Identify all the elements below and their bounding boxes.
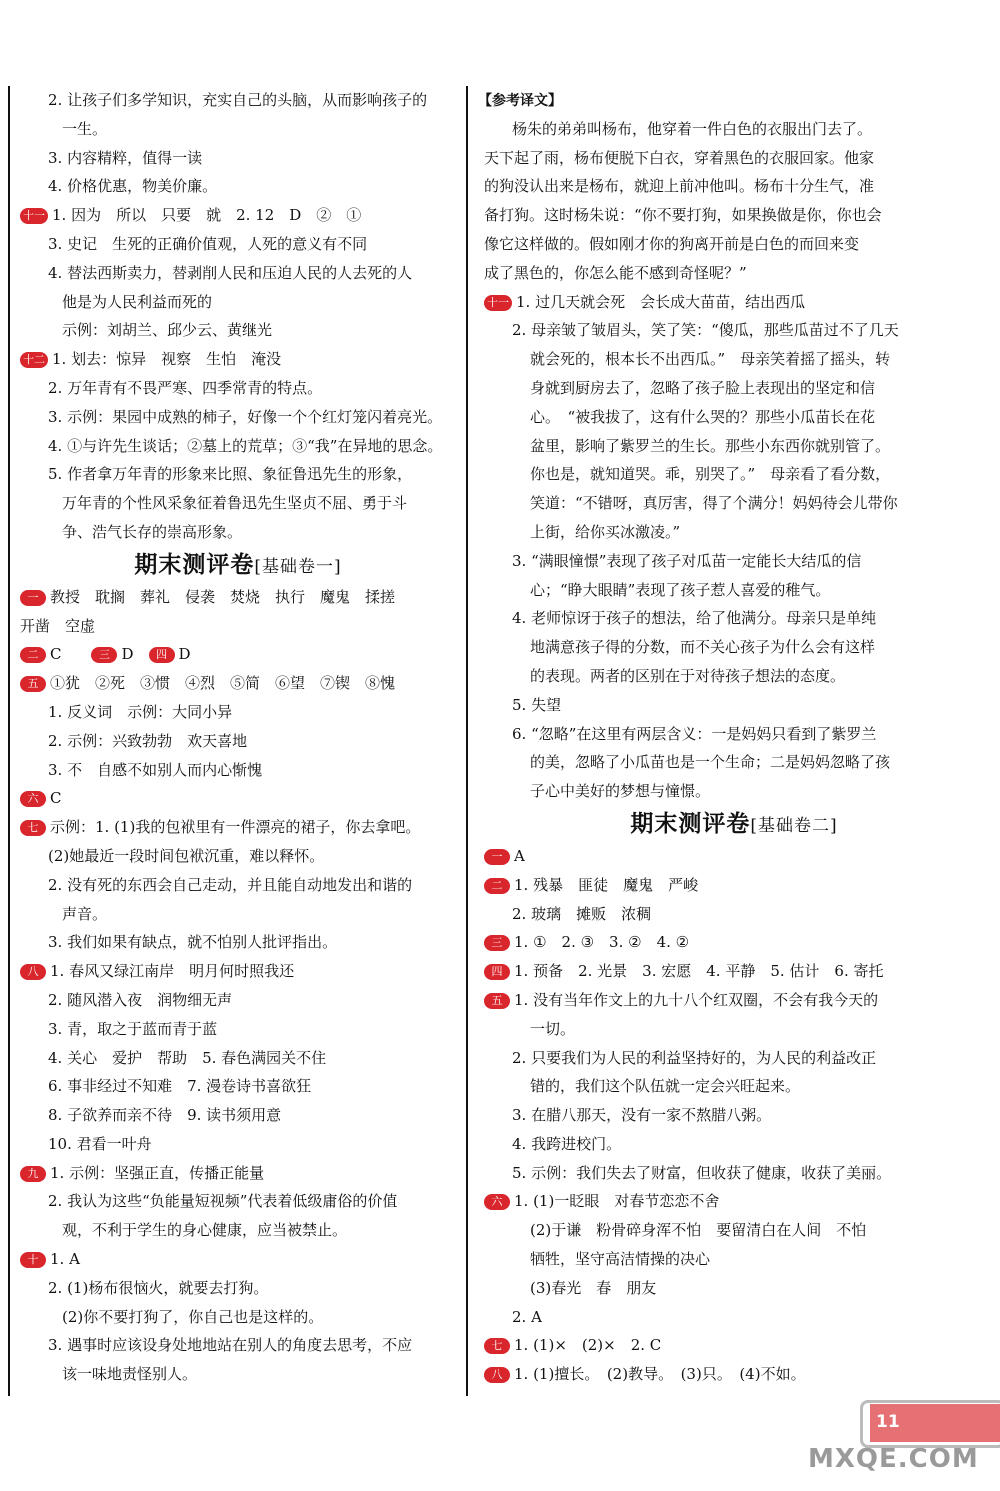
answer-line: [14, 612, 462, 641]
answer-line: [478, 259, 990, 288]
answer-text: 10. 君看一叶舟: [48, 1134, 152, 1153]
answer-text: 笑道：“不错呀，真厉害，得了个满分！妈妈待会儿带你: [530, 494, 898, 513]
answer-line: [478, 316, 990, 345]
answer-text: 5. 作者拿万年青的形象来比照、象征鲁迅先生的形象，: [48, 465, 413, 484]
section-title-text: 期末测评卷: [630, 809, 751, 837]
answer-text: 地满意孩子得的分数，而不关心孩子为什么会有这样: [530, 638, 876, 657]
answer-text: 1. 残暴 匪徒 魔鬼 严峻: [514, 875, 699, 894]
answer-line: [478, 900, 990, 929]
answer-line: [14, 669, 462, 698]
answer-text: 错的，我们这个队伍就一定会兴旺起来。: [530, 1077, 801, 1096]
answer-line: [14, 345, 462, 374]
question-number-badge: 九: [20, 1166, 46, 1182]
answer-text: 的美，忽略了小瓜苗也是一个生命；二是妈妈忽略了孩: [530, 753, 891, 772]
answer-line: [478, 201, 990, 230]
answer-line: [14, 871, 462, 900]
answer-text: 1. 春风又绿江南岸 明月何时照我还: [50, 962, 295, 981]
answer-text: (2)你不要打狗了，你自己也是这样的。: [62, 1307, 324, 1326]
column-divider: [466, 86, 468, 1396]
section-title-text: 期末测评卷: [134, 550, 255, 578]
answer-text: 3. 在腊八那天，没有一家不熬腊八粥。: [512, 1106, 772, 1125]
answer-text: 4. ①与许先生谈话；②墓上的荒草；③“我”在异地的思念。: [48, 436, 443, 455]
answer-line: [14, 1360, 462, 1389]
question-number-badge: 二: [484, 878, 510, 894]
answer-text: 3. 遇事时应该设身处地地站在别人的角度去思考，不应: [48, 1336, 413, 1355]
answer-text: 1. 预备 2. 光景 3. 宏愿 4. 平静 5. 估计 6. 寄托: [514, 962, 884, 981]
answer-line: [478, 928, 990, 957]
answer-text: 成了黑色的，你怎么能不感到奇怪呢？”: [484, 263, 747, 282]
answer-line: [14, 640, 462, 669]
answer-line: [478, 345, 990, 374]
answer-line: [14, 928, 462, 957]
watermark-text: MXQE.COM: [808, 1444, 979, 1474]
answer-line: [478, 115, 990, 144]
answer-line: [478, 1245, 990, 1274]
answer-line: [478, 1303, 990, 1332]
answer-line: [478, 374, 990, 403]
answer-text: 杨朱的弟弟叫杨布，他穿着一件白色的衣服出门去了。: [512, 119, 873, 138]
answer-line: [478, 230, 990, 259]
answer-line: [478, 1044, 990, 1073]
section-subtitle: [基础卷一]: [254, 556, 342, 577]
answer-text: 像它这样做的。假如刚才你的狗离开前是白色的而回来变: [484, 234, 860, 253]
answer-line: [478, 403, 990, 432]
answer-text: 4. 替法西斯卖力，替剥削人民和压迫人民的人去死的人: [48, 263, 413, 282]
answer-text: 开凿 空虚: [20, 616, 96, 635]
answer-text: 心。 “被我拔了，这有什么哭的？那些小瓜苗长在花: [530, 407, 876, 426]
answer-line: [478, 1015, 990, 1044]
answer-text: C: [50, 789, 62, 808]
answer-text: A: [514, 846, 525, 865]
answer-text: D: [178, 645, 191, 664]
answer-text: 2. (1)杨布很恼火，就要去打狗。: [48, 1278, 269, 1297]
answer-text: 4. 价格优惠，物美价廉。: [48, 177, 218, 196]
answer-line: [14, 1044, 462, 1073]
answer-line: [478, 777, 990, 806]
answer-text: 1. (1)擅长。 (2)教导。 (3)只。 (4)不如。: [514, 1365, 806, 1384]
question-number-badge: 六: [484, 1194, 510, 1210]
left-margin-rule: [8, 86, 10, 1396]
answer-line: [14, 288, 462, 317]
page-number: 11: [876, 1412, 900, 1432]
answer-text: 1. 因为 所以 只要 就 2. 12 D ② ①: [52, 206, 362, 225]
answer-text: D: [121, 645, 149, 664]
answer-text: 3. 示例：果园中成熟的柿子，好像一个个红灯笼闪着亮光。: [48, 407, 443, 426]
answer-text: 的狗没认出来是杨布，就迎上前冲他叫。杨布十分生气，准: [484, 177, 875, 196]
answer-line: [478, 518, 990, 547]
question-number-badge: 五: [20, 676, 46, 692]
answer-line: [14, 201, 462, 230]
question-number-badge: 十一: [20, 208, 48, 224]
section-subtitle: [基础卷二]: [750, 815, 838, 836]
right-column: [478, 86, 990, 1389]
answer-text: 上街，给你买冰激凌。”: [530, 522, 681, 541]
answer-text: 1. A: [50, 1250, 80, 1269]
answer-text: 1. ① 2. ③ 3. ② 4. ②: [514, 933, 690, 952]
answer-line: [14, 1245, 462, 1274]
left-column: [14, 86, 462, 1389]
answer-line: [478, 604, 990, 633]
answer-line: [14, 259, 462, 288]
answer-text: 2. 没有死的东西会自己走动，并且能自动地发出和谐的: [48, 875, 413, 894]
answer-line: [14, 842, 462, 871]
answer-line: [14, 727, 462, 756]
answer-line: [14, 784, 462, 813]
answer-text: 1. 没有当年作文上的九十八个红双圈，不会有我今天的: [514, 990, 879, 1009]
answer-line: [478, 547, 990, 576]
answer-text: 他是为人民利益而死的: [62, 292, 213, 311]
answer-line: [14, 1303, 462, 1332]
answer-text: 3. 不 自感不如别人而内心惭愧: [48, 760, 263, 779]
answer-line: [478, 662, 990, 691]
answer-text: 3. 内容精粹，值得一读: [48, 148, 203, 167]
answer-line: [14, 144, 462, 173]
answer-text: 备打狗。这时杨朱说：“你不要打狗，如果换做是你，你也会: [484, 206, 882, 225]
answer-line: [14, 986, 462, 1015]
answer-text: 2. 母亲皱了皱眉头，笑了笑：“傻瓜，那些瓜苗过不了几天: [512, 321, 899, 340]
answer-text: 2. 玻璃 摊贩 浓稠: [512, 904, 652, 923]
answer-text: 4. 老师惊讶于孩子的想法，给了他满分。母亲只是单纯: [512, 609, 877, 628]
answer-text: 示例：刘胡兰、邱少云、黄继光: [62, 321, 273, 340]
answer-line: [478, 576, 990, 605]
question-number-badge: 七: [20, 820, 46, 836]
answer-text: 1. 示例：坚强正直，传播正能量: [50, 1163, 265, 1182]
answer-text: 1. 划去：惊异 视察 生怕 淹没: [52, 350, 282, 369]
answer-line: [478, 1187, 990, 1216]
answer-line: [478, 1159, 990, 1188]
answer-line: [14, 698, 462, 727]
answer-line: [14, 900, 462, 929]
question-number-badge: 八: [20, 964, 46, 980]
question-number-badge: 十二: [20, 352, 48, 368]
answer-line: [14, 460, 462, 489]
question-number-badge: 七: [484, 1338, 510, 1354]
answer-line: [478, 748, 990, 777]
answer-text: 2. 我认为这些“负能量短视频”代表着低级庸俗的价值: [48, 1192, 398, 1211]
answer-text: 4. 我跨进校门。: [512, 1134, 622, 1153]
answer-text: 你也是，就知道哭。乖，别哭了。” 母亲看了看分数，: [530, 465, 891, 484]
question-number-badge: 二: [20, 647, 46, 663]
answer-text: (3)春光 春 朋友: [530, 1278, 657, 1297]
answer-text: 1. (1)× (2)× 2. C: [514, 1336, 662, 1355]
answer-line: [478, 1360, 990, 1389]
answer-line: [478, 720, 990, 749]
answer-line: [478, 957, 990, 986]
reference-heading-text: 【参考译文】: [478, 93, 562, 109]
question-number-badge: 四: [149, 647, 175, 663]
answer-line: [14, 1274, 462, 1303]
answer-text: 万年青的个性风采象征着鲁迅先生坚贞不屈、勇于斗: [62, 494, 408, 513]
answer-line: [478, 460, 990, 489]
answer-line: [14, 403, 462, 432]
answer-line: [478, 172, 990, 201]
answer-line: [14, 86, 462, 115]
answer-line: [14, 489, 462, 518]
answer-text: 5. 失望: [512, 695, 562, 714]
answer-text: 5. 示例：我们失去了财富，但收获了健康，收获了美丽。: [512, 1163, 892, 1182]
answer-text: 1. (1)一眨眼 对春节恋恋不舍: [514, 1192, 720, 1211]
answer-line: [14, 230, 462, 259]
answer-text: 天下起了雨，杨布便脱下白衣，穿着黑色的衣服回家。他家: [484, 148, 875, 167]
question-number-badge: 一: [20, 590, 46, 606]
answer-line: [14, 1159, 462, 1188]
watermark-logo: [860, 1400, 1000, 1448]
answer-text: 身就到厨房去了，忽略了孩子脸上表现出的坚定和信: [530, 378, 876, 397]
question-number-badge: 六: [20, 791, 46, 807]
answer-line: [14, 1216, 462, 1245]
answer-text: 争、浩气长存的崇高形象。: [62, 522, 243, 541]
answer-line: [14, 374, 462, 403]
answer-line: [478, 633, 990, 662]
answer-line: [478, 1072, 990, 1101]
answer-line: [478, 432, 990, 461]
answer-line: [478, 1274, 990, 1303]
answer-text: 盆里，影响了紫罗兰的生长。那些小东西你就别管了。: [530, 436, 891, 455]
answer-line: [14, 1187, 462, 1216]
answer-text: 一生。: [62, 119, 108, 138]
answer-line: [14, 1101, 462, 1130]
answer-text: 2. 示例：兴致勃勃 欢天喜地: [48, 731, 248, 750]
question-number-badge: 八: [484, 1367, 510, 1383]
answer-text: ①犹 ②死 ③惯 ④烈 ⑤简 ⑥望 ⑦锲 ⑧愧: [50, 674, 396, 693]
answer-text: 就会死的，根本长不出西瓜。” 母亲笑着摇了摇头，转: [530, 350, 891, 369]
answer-text: 4. 关心 爱护 帮助 5. 春色满园关不住: [48, 1048, 327, 1067]
answer-line: [478, 489, 990, 518]
question-number-badge: 三: [484, 935, 510, 951]
answer-text: 心；“睁大眼睛”表现了孩子惹人喜爱的稚气。: [530, 580, 831, 599]
answer-text: 声音。: [62, 904, 108, 923]
answer-text: 示例：1. (1)我的包袱里有一件漂亮的裙子，你去拿吧。: [50, 818, 421, 837]
answer-line: [478, 288, 990, 317]
question-number-badge: 十一: [484, 295, 512, 311]
answer-line: [478, 1331, 990, 1360]
answer-line: [14, 756, 462, 785]
answer-line: [14, 583, 462, 612]
answer-line: [478, 691, 990, 720]
answer-text: 3. 青，取之于蓝而青于蓝: [48, 1019, 218, 1038]
answer-line: [14, 957, 462, 986]
answer-text: 一切。: [530, 1019, 576, 1038]
answer-line: [478, 871, 990, 900]
answer-text: 1. 反义词 示例：大同小异: [48, 702, 233, 721]
section-title: [14, 547, 462, 583]
answer-text: 3. 我们如果有缺点，就不怕别人批评指出。: [48, 933, 338, 952]
answer-line: [478, 1216, 990, 1245]
question-number-badge: 三: [91, 647, 117, 663]
answer-line: [478, 1130, 990, 1159]
answer-text: 2. 让孩子们多学知识，充实自己的头脑，从而影响孩子的: [48, 91, 428, 109]
answer-line: [14, 316, 462, 345]
question-number-badge: 四: [484, 964, 510, 980]
answer-line: [14, 1072, 462, 1101]
answer-line: [14, 813, 462, 842]
answer-text: C: [50, 645, 92, 664]
question-number-badge: 五: [484, 993, 510, 1009]
answer-text: 2. A: [512, 1307, 542, 1326]
answer-text: (2)于谦 粉骨碎身浑不怕 要留清白在人间 不怕: [530, 1221, 867, 1240]
answer-line: [478, 144, 990, 173]
question-number-badge: 一: [484, 849, 510, 865]
answer-line: [478, 842, 990, 871]
answer-text: 观，不利于学生的身心健康，应当被禁止。: [62, 1221, 348, 1240]
answer-line: [14, 1130, 462, 1159]
section-title: [478, 806, 990, 842]
answer-text: 8. 子欲养而亲不待 9. 读书须用意: [48, 1106, 282, 1125]
answer-line: [14, 172, 462, 201]
answer-text: 该一味地责怪别人。: [62, 1365, 198, 1384]
answer-line: [14, 1015, 462, 1044]
reference-heading: [478, 86, 990, 115]
answer-line: [14, 115, 462, 144]
answer-line: [14, 1331, 462, 1360]
answer-text: 的表现。两者的区别在于对待孩子想法的态度。: [530, 666, 846, 685]
answer-text: (2)她最近一段时间包袱沉重，难以释怀。: [48, 846, 325, 865]
answer-text: 1. 过几天就会死 会长成大苗苗，结出西瓜: [516, 292, 806, 311]
answer-line: [478, 986, 990, 1015]
answer-text: 牺牲，坚守高洁情操的决心: [530, 1250, 711, 1269]
answer-text: 2. 万年青有不畏严寒、四季常青的特点。: [48, 378, 323, 397]
answer-line: [14, 518, 462, 547]
question-number-badge: 十: [20, 1252, 46, 1268]
answer-line: [14, 432, 462, 461]
answer-text: 2. 只要我们为人民的利益坚持好的，为人民的利益改正: [512, 1048, 877, 1067]
answer-text: 2. 随风潜入夜 润物细无声: [48, 990, 233, 1009]
answer-text: 6. 事非经过不知难 7. 漫卷诗书喜欲狂: [48, 1077, 312, 1096]
answer-text: 子心中美好的梦想与憧憬。: [530, 782, 711, 801]
answer-text: 3. “满眼憧憬”表现了孩子对瓜苗一定能长大结瓜的信: [512, 551, 862, 570]
answer-text: 教授 耽搁 葬礼 侵袭 焚烧 执行 魔鬼 揉搓: [50, 587, 396, 606]
answer-text: 6. “忽略”在这里有两层含义：一是妈妈只看到了紫罗兰: [512, 724, 877, 743]
answer-text: 3. 史记 生死的正确价值观，人死的意义有不同: [48, 234, 368, 253]
answer-line: [478, 1101, 990, 1130]
